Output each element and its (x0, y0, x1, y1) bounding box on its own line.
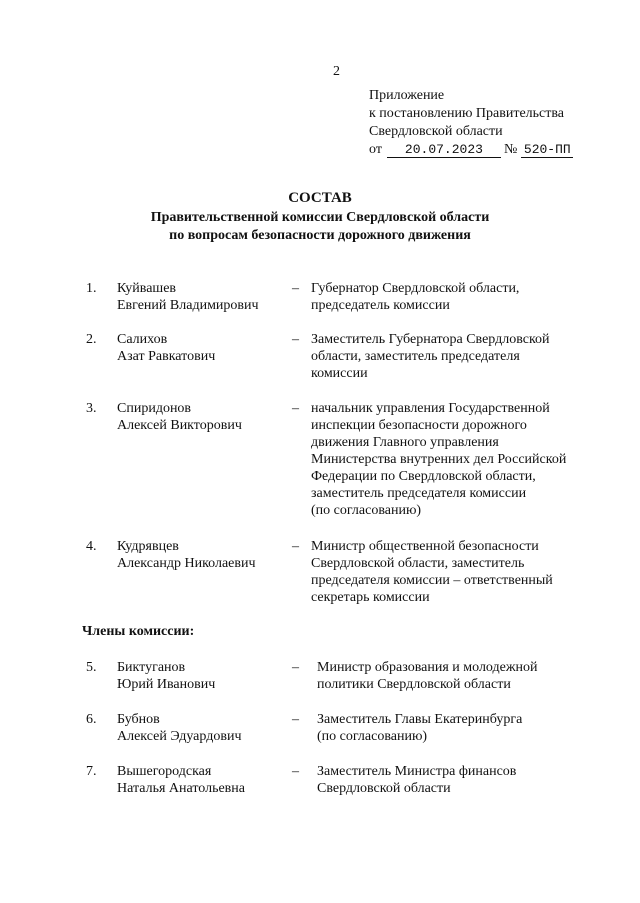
member-position (317, 763, 607, 797)
member-given-names: Александр Николаевич (117, 556, 256, 571)
position-line: Министр общественной безопасности (311, 539, 539, 554)
position-line: председателя комиссии – ответственный (311, 573, 553, 588)
title-line-2: по вопросам безопасности дорожного движения (169, 228, 471, 243)
position-line: Федерации по Свердловской области, (311, 469, 536, 484)
appendix-line-1: Приложение (369, 88, 445, 103)
position-line: Свердловской области, заместитель (311, 556, 525, 571)
title-line-1: Правительственной комиссии Свердловской области (150, 210, 490, 225)
dash-separator: – (292, 764, 299, 779)
member-surname: Спиридонов (117, 401, 192, 416)
position-line: комиссии (311, 366, 368, 381)
position-line: (по согласованию) (317, 729, 428, 744)
appendix-block (369, 87, 573, 159)
dash-separator: – (292, 281, 299, 296)
position-line: заместитель председателя комиссии (311, 486, 527, 501)
number-label: № (503, 142, 518, 157)
item-number: 6. (86, 712, 97, 727)
member-given-names: Алексей Викторович (117, 418, 242, 433)
member-name (117, 331, 282, 365)
dash-separator: – (292, 401, 299, 416)
item-number: 5. (86, 660, 97, 675)
appendix-line-3: Свердловской области (369, 124, 503, 139)
member-name (117, 400, 282, 434)
member-position (317, 659, 607, 693)
dash-separator: – (292, 539, 299, 554)
member-surname: Биктуганов (117, 660, 186, 675)
member-name (117, 538, 282, 572)
position-line: Свердловской области (317, 781, 451, 796)
position-line: председатель комиссии (311, 298, 450, 313)
member-given-names: Юрий Иванович (117, 677, 216, 692)
member-surname: Вышегородская (117, 764, 212, 779)
member-name (117, 659, 282, 693)
member-given-names: Евгений Владимирович (117, 298, 259, 313)
position-line: (по согласованию) (311, 503, 422, 518)
position-line: начальник управления Государственной (311, 401, 550, 416)
members-heading: Члены комиссии: (82, 624, 195, 639)
document-title (0, 188, 640, 245)
member-surname: Куйвашев (117, 281, 177, 296)
position-line: области, заместитель председателя (311, 349, 520, 364)
position-line: инспекции безопасности дорожного (311, 418, 527, 433)
title-main: СОСТАВ (288, 190, 352, 206)
item-number: 7. (86, 764, 97, 779)
member-surname: Бубнов (117, 712, 160, 727)
member-surname: Салихов (117, 332, 168, 347)
position-line: Заместитель Губернатора Свердловской (311, 332, 550, 347)
appendix-date-line (369, 141, 573, 159)
resolution-number: 520-ПП (521, 143, 573, 158)
dash-separator: – (292, 660, 299, 675)
position-line: секретарь комиссии (311, 590, 430, 605)
member-position (311, 280, 601, 314)
member-position (317, 711, 607, 745)
position-line: Министерства внутренних дел Российской (311, 452, 567, 467)
resolution-date: 20.07.2023 (387, 143, 501, 158)
member-position (311, 400, 601, 519)
member-surname: Кудрявцев (117, 539, 179, 554)
item-number: 4. (86, 539, 97, 554)
member-given-names: Азат Равкатович (117, 349, 216, 364)
dash-separator: – (292, 332, 299, 347)
member-given-names: Алексей Эдуардович (117, 729, 242, 744)
position-line: Заместитель Министра финансов (317, 764, 517, 779)
dash-separator: – (292, 712, 299, 727)
appendix-line-2: к постановлению Правительства (369, 106, 565, 121)
item-number: 2. (86, 332, 97, 347)
from-label: от (369, 142, 382, 157)
page-number: 2 (333, 64, 340, 79)
position-line: Губернатор Свердловской области, (311, 281, 520, 296)
member-position (311, 538, 601, 606)
member-name (117, 280, 282, 314)
member-position (311, 331, 601, 382)
member-given-names: Наталья Анатольевна (117, 781, 246, 796)
position-line: Заместитель Главы Екатеринбурга (317, 712, 523, 727)
member-name (117, 711, 282, 745)
item-number: 1. (86, 281, 97, 296)
item-number: 3. (86, 401, 97, 416)
member-name (117, 763, 282, 797)
position-line: движения Главного управления (311, 435, 499, 450)
position-line: Министр образования и молодежной (317, 660, 538, 675)
position-line: политики Свердловской области (317, 677, 511, 692)
